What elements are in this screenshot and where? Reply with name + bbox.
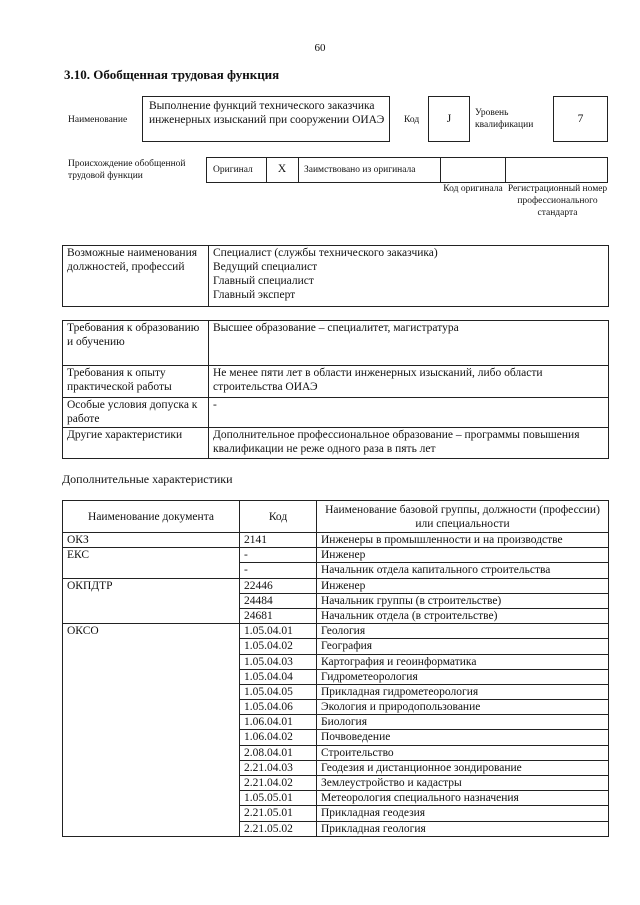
code-cell: 1.06.04.01 (240, 715, 317, 730)
name-cell: Экология и природопользование (317, 700, 609, 715)
name-cell: Инженер (317, 578, 609, 593)
code-cell: - (240, 563, 317, 578)
name-cell: Биология (317, 715, 609, 730)
name-cell: Прикладная геодезия (317, 806, 609, 821)
header-doc: Наименование документа (63, 501, 240, 533)
code-cell: 2.08.04.01 (240, 745, 317, 760)
code-cell: 1.06.04.02 (240, 730, 317, 745)
name-cell: Строительство (317, 745, 609, 760)
requirement-label: Особые условия допуска к работе (63, 398, 209, 428)
position-item: Ведущий специалист (213, 261, 318, 273)
code-cell: 24484 (240, 593, 317, 608)
level-label: Уровень квалификации (475, 108, 534, 130)
code-cell: - (240, 548, 317, 563)
name-cell: География (317, 639, 609, 654)
header-code: Код (240, 501, 317, 533)
code-cell: 2.21.05.02 (240, 821, 317, 836)
requirement-label: Требования к образованию и обучению (63, 321, 209, 366)
requirement-value: Высшее образование – специалитет, магистратура (209, 321, 609, 366)
section-title: 3.10. Обобщенная трудовая функция (64, 67, 280, 82)
code-cell: 24681 (240, 608, 317, 623)
reg-number-caption: Регистрационный номер профессионального стандарта (507, 184, 608, 218)
level-value: 7 (577, 113, 584, 125)
code-cell: 2.21.04.02 (240, 776, 317, 791)
name-cell: Геология (317, 624, 609, 639)
page-number: 60 (314, 42, 326, 54)
doc-name-cell: ЕКС (63, 548, 240, 578)
name-cell: Гидрометеорология (317, 669, 609, 684)
name-value: Выполнение функций технического заказчика инженерных изысканий при сооружении ОИАЭ (149, 100, 385, 126)
additional-table (62, 500, 609, 837)
name-box (142, 96, 390, 142)
level-box (553, 96, 608, 142)
position-item: Главный специалист (213, 275, 314, 287)
requirement-label: Другие характеристики (63, 428, 209, 459)
code-cell: 1.05.04.05 (240, 684, 317, 699)
code-cell: 1.05.04.03 (240, 654, 317, 669)
requirement-value: Не менее пяти лет в области инженерных изысканий, либо области строительства ОИАЭ (209, 366, 609, 398)
code-cell: 2.21.05.01 (240, 806, 317, 821)
positions-table (62, 245, 609, 307)
code-box (428, 96, 470, 142)
name-label: Наименование (68, 115, 128, 125)
header-name: Наименование базовой группы, должности (профессии) или специальности (317, 501, 609, 533)
table-row (63, 548, 609, 563)
additional-header-row (63, 501, 609, 533)
code-label: Код (404, 115, 420, 125)
original-mark: X (277, 163, 287, 175)
original-label: Оригинал (213, 165, 253, 175)
table-row (63, 624, 609, 639)
code-cell: 1.05.04.01 (240, 624, 317, 639)
code-cell: 1.05.05.01 (240, 791, 317, 806)
code-value: J (446, 113, 452, 125)
name-cell: Начальник группы (в строительстве) (317, 593, 609, 608)
requirements-table (62, 320, 609, 459)
doc-name-cell: ОКЗ (63, 533, 240, 548)
code-cell: 1.05.04.04 (240, 669, 317, 684)
doc-name-cell: ОКПДТР (63, 578, 240, 624)
positions-list (209, 246, 609, 307)
table-row (63, 578, 609, 593)
code-cell: 2141 (240, 533, 317, 548)
code-cell: 1.05.04.06 (240, 700, 317, 715)
position-item: Специалист (службы технического заказчика) (213, 247, 438, 259)
requirement-value: - (209, 398, 609, 428)
name-cell: Инженер (317, 548, 609, 563)
name-cell: Начальник отдела капитального строительства (317, 563, 609, 578)
table-row (63, 533, 609, 548)
name-cell: Инженеры в промышленности и на производстве (317, 533, 609, 548)
position-item: Главный эксперт (213, 289, 296, 301)
name-cell: Почвоведение (317, 730, 609, 745)
name-cell: Картография и геоинформатика (317, 654, 609, 669)
positions-label: Возможные наименования должностей, профессий (63, 246, 209, 307)
name-cell: Геодезия и дистанционное зондирование (317, 760, 609, 775)
requirement-value: Дополнительное профессиональное образование – программы повышения квалификации не реже одного раза в пять лет (209, 428, 609, 459)
requirement-label: Требования к опыту практической работы (63, 366, 209, 398)
additional-title: Дополнительные характеристики (62, 472, 233, 486)
doc-name-cell: ОКСО (63, 624, 240, 837)
borrowed-label: Заимствовано из оригинала (304, 165, 416, 175)
code-original-caption: Код оригинала (443, 184, 503, 194)
name-cell: Прикладная геология (317, 821, 609, 836)
code-cell: 2.21.04.03 (240, 760, 317, 775)
origin-label: Происхождение обобщенной трудовой функции (68, 159, 186, 181)
name-cell: Землеустройство и кадастры (317, 776, 609, 791)
code-cell: 1.05.04.02 (240, 639, 317, 654)
name-cell: Метеорология специального назначения (317, 791, 609, 806)
name-cell: Начальник отдела (в строительстве) (317, 608, 609, 623)
name-cell: Прикладная гидрометеорология (317, 684, 609, 699)
code-cell: 22446 (240, 578, 317, 593)
